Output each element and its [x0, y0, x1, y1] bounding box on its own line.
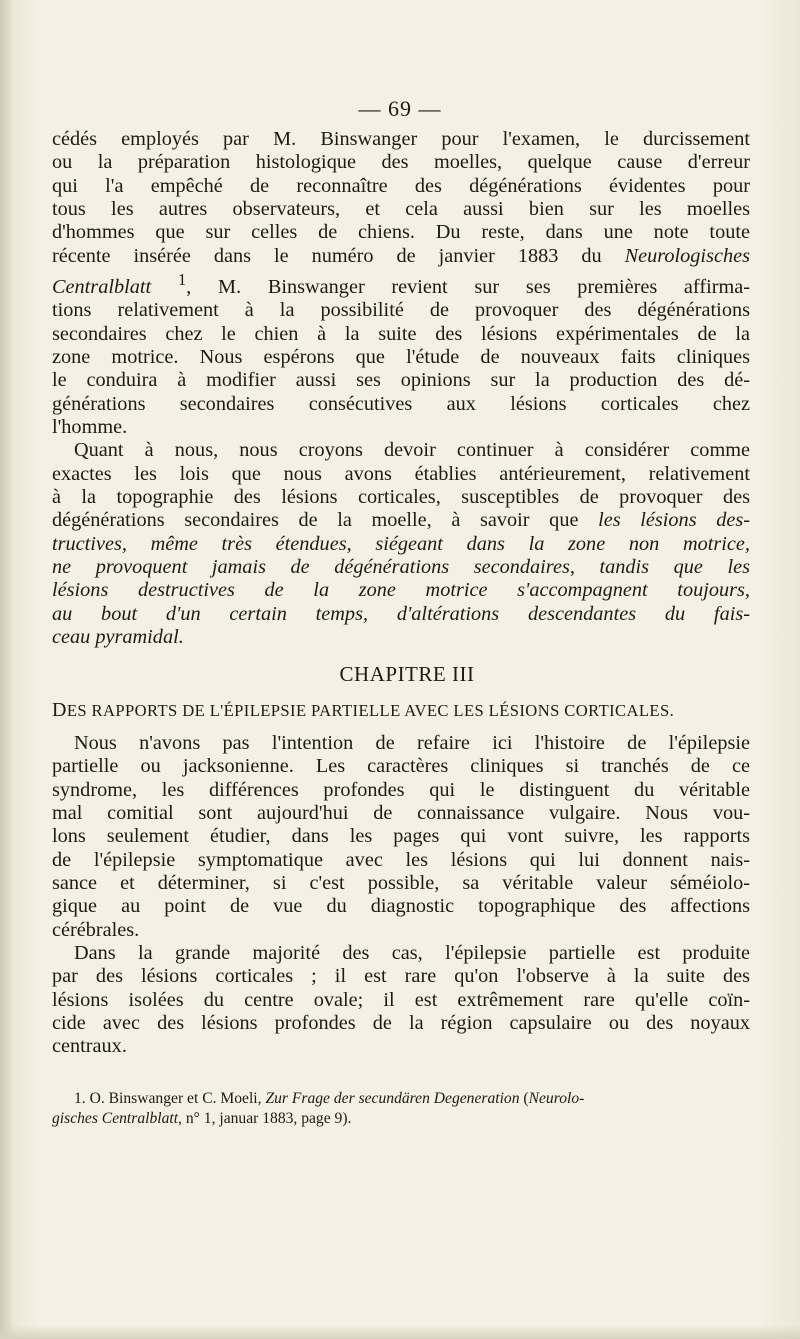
text-line: générations secondaires consécutives aux lésions corticales chez	[52, 392, 750, 415]
italic-fragment: lésions destructives de la zone motrice s'accompagnent toujours,	[52, 579, 750, 602]
text-line: secondaires chez le chien à la suite des lésions expérimentales de la	[52, 322, 750, 345]
text-line: zone motrice. Nous espérons que l'étude de nouveaux faits cliniques	[52, 345, 750, 368]
footnote-lead: 1. O. Binswanger et C. Moeli,	[74, 1089, 266, 1107]
text-line: cide avec des lésions profondes de la région capsulaire ou des noyaux	[52, 1012, 750, 1035]
text-line: d'hommes que sur celles de chiens. Du reste, dans une note toute	[52, 221, 750, 244]
text-line: Nous n'avons pas l'intention de refaire ici l'histoire de l'épilepsie	[74, 732, 750, 755]
text-line: de l'épilepsie symptomatique avec les lésions qui lui donnent nais-	[52, 848, 750, 871]
footnote-paren: (	[519, 1089, 529, 1107]
text-line: exactes les lois que nous avons établies antérieurement, relativement	[52, 462, 750, 485]
text-line: sance et déterminer, si c'est possible, sa véritable valeur séméiolo-	[52, 872, 750, 895]
text-line	[52, 533, 750, 556]
text-line: le conduira à modifier aussi ses opinions sur la production des dé-	[52, 369, 750, 392]
footnote-journal: Neurolo-	[528, 1089, 585, 1107]
footnote	[52, 1089, 750, 1129]
italic-fragment: ceau pyramidal.	[52, 625, 184, 648]
text-line: syndrome, les différences profondes qui le distinguent du véritable	[52, 778, 750, 801]
text-line: lons seulement étudier, dans les pages qui vont suivre, les rapports	[52, 825, 750, 848]
text-line	[52, 579, 750, 602]
text-line: l'homme.	[52, 415, 128, 438]
paragraph-3	[52, 732, 750, 942]
text-line	[52, 245, 750, 268]
journal-name: Neurologisches	[624, 244, 750, 267]
journal-name: Centralblatt	[52, 275, 178, 298]
text-line	[52, 268, 750, 299]
chapter-subtitle	[52, 699, 750, 722]
italic-fragment: ne provoquent jamais de dégénérations secondaires, tandis que les	[52, 555, 750, 578]
text-fragment: , M. Binswanger revient sur ses premières affirma-	[186, 275, 750, 298]
footnote-line	[52, 1089, 750, 1109]
page-left-shadow	[0, 0, 14, 1339]
text-line: cérébrales.	[52, 918, 140, 941]
page-bottom-shadow	[0, 1325, 800, 1339]
italic-fragment: les lésions des-	[598, 509, 750, 532]
text-fragment: dégénérations secondaires de la moelle, à savoir que	[52, 509, 599, 532]
text-line: qui l'a empêché de reconnaître des dégénérations évidentes pour	[52, 174, 750, 197]
text-line: Quant à nous, nous croyons devoir continuer à considérer comme	[74, 439, 750, 462]
text-line: gique au point de vue du diagnostic topographique des affections	[52, 895, 750, 918]
chapter-title: CHAPITRE III	[339, 662, 475, 687]
footnote-title: Zur Frage der secundären Degeneration	[265, 1089, 520, 1107]
footnote-line	[52, 1109, 750, 1129]
page-number: — 69 —	[358, 96, 442, 121]
footnote-marker: 1	[177, 270, 187, 290]
text-fragment: récente insérée dans le numéro de janvier 1883 du	[52, 244, 625, 267]
footnote-tail: , n° 1, januar 1883, page 9).	[178, 1109, 352, 1127]
text-line: partielle ou jacksonienne. Les caractères cliniques si tranchés de ce	[52, 755, 750, 778]
italic-fragment: tructives, même très étendues, siégeant dans la zone non motrice,	[52, 532, 750, 555]
text-line: à la topographie des lésions corticales, susceptibles de provoquer des	[52, 485, 750, 508]
body-text	[52, 128, 750, 1129]
text-line: tous les autres observateurs, et cela aussi bien sur les moelles	[52, 198, 750, 221]
text-line: par des lésions corticales ; il est rare qu'on l'observe à la suite des	[52, 965, 750, 988]
subtitle-rest: ES RAPPORTS DE L'ÉPILEPSIE PARTIELLE AVEC LES LÉSIONS CORTICALES.	[66, 700, 675, 720]
text-line	[52, 556, 750, 579]
text-line	[52, 626, 750, 649]
subtitle-initial: D	[52, 698, 67, 721]
paragraph-1	[52, 128, 750, 439]
text-line	[52, 509, 750, 532]
footnote-journal: gisches Centralblatt	[52, 1109, 179, 1127]
italic-fragment: au bout d'un certain temps, d'altérations descendantes du fais-	[52, 602, 750, 625]
text-line: tions relativement à la possibilité de provoquer des dégénérations	[52, 299, 750, 322]
text-line	[52, 603, 750, 626]
paragraph-2	[52, 439, 750, 649]
text-line: lésions isolées du centre ovale; il est extrêmement rare qu'elle coïn-	[52, 988, 750, 1011]
paragraph-4	[52, 942, 750, 1059]
text-line: mal comitial sont aujourd'hui de connaissance vulgaire. Nous vou-	[52, 802, 750, 825]
text-line: Dans la grande majorité des cas, l'épilepsie partielle est produite	[74, 942, 750, 965]
text-line: ou la préparation histologique des moelles, quelque cause d'erreur	[52, 151, 750, 174]
text-line: centraux.	[52, 1035, 127, 1058]
text-line: cédés employés par M. Binswanger pour l'examen, le durcissement	[52, 128, 750, 150]
